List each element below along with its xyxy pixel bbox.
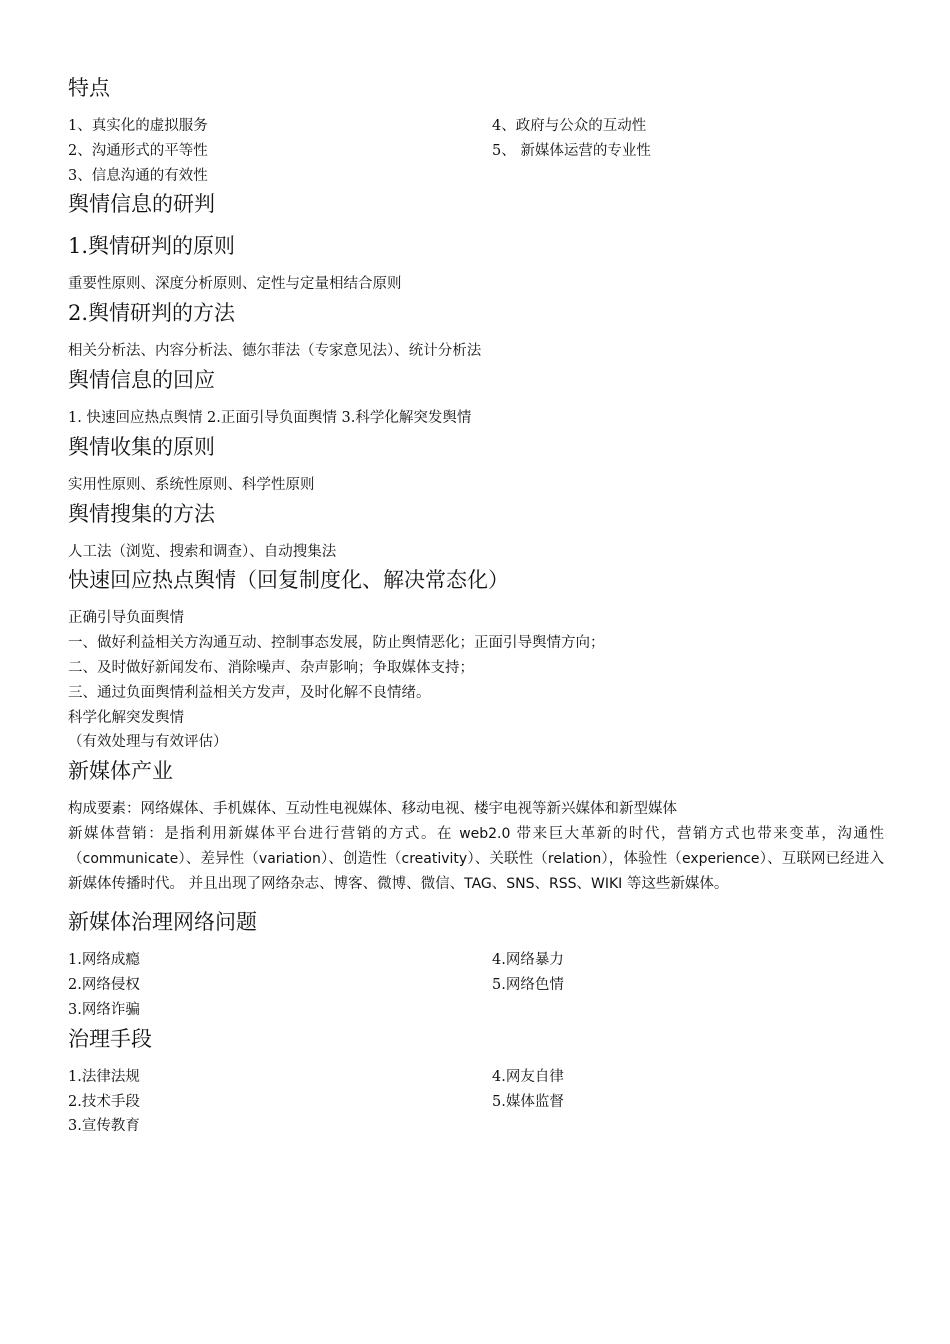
list-item: 2.技术手段 (68, 1093, 140, 1110)
heading-collect-principles: 舆情收集的原则 (68, 434, 215, 459)
heading-network-issues: 新媒体治理网络问题 (68, 910, 257, 935)
marketing-paragraph: 新媒体营销：是指利用新媒体平台进行营销的方式。在 web2.0 带来巨大革新的时代，营销方式也带来变革，沟通性（communicate）、差异性（variation）、创造性（creativity）、关联性（relation），体验性（experience）、互联网已经进入新媒体传播时代。 并且出现了网络杂志、博客、微博、微信、TAG、SNS、RSS、WIKI 等这些新媒体。 (68, 825, 885, 892)
features-list (68, 114, 884, 188)
heading-response: 舆情信息的回应 (68, 367, 215, 392)
list-item: 5、 新媒体运营的专业性 (492, 142, 651, 159)
list-item: 4、政府与公众的互动性 (492, 118, 647, 134)
list-item: 3.宣传教育 (68, 1118, 140, 1135)
list-item: 1.法律法规 (68, 1068, 140, 1085)
heading-judgement: 舆情信息的研判 (68, 192, 215, 217)
list-item: 2、沟通形式的平等性 (68, 142, 208, 159)
text-line: 正确引导负面舆情 (68, 610, 184, 627)
fast-response-body (68, 606, 884, 755)
list-item: 1、真实化的虚拟服务 (68, 118, 208, 134)
list-item: 5.媒体监督 (492, 1093, 564, 1110)
heading-governance-means: 治理手段 (68, 1026, 152, 1051)
governance-means-list (68, 1065, 884, 1139)
network-issues-list (68, 948, 884, 1022)
response-text: 1. 快速回应热点舆情 2.正面引导负面舆情 3.科学化解突发舆情 (68, 409, 472, 426)
collect-methods-text: 人工法（浏览、搜索和调查）、自动搜集法 (68, 543, 337, 560)
heading-principles: 1.舆情研判的原则 (68, 234, 236, 259)
components-text: 构成要素：网络媒体、手机媒体、互动性电视媒体、移动电视、楼宇电视等新兴媒体和新型媒体 (68, 801, 677, 818)
principles-text: 重要性原则、深度分析原则、定性与定量相结合原则 (68, 276, 402, 293)
list-item: 5.网络色情 (492, 977, 564, 994)
list-item: 2.网络侵权 (68, 977, 140, 994)
text-line: 三、通过负面舆情利益相关方发声，及时化解不良情绪。 (68, 684, 431, 701)
list-item: 4.网络暴力 (492, 952, 564, 969)
heading-collect-methods: 舆情搜集的方法 (68, 501, 215, 526)
list-item: 4.网友自律 (492, 1068, 564, 1085)
heading-new-media-industry: 新媒体产业 (68, 759, 173, 784)
text-line: （有效处理与有效评估） (68, 734, 228, 751)
collect-principles-text: 实用性原则、系统性原则、科学性原则 (68, 476, 315, 493)
list-item: 1.网络成瘾 (68, 952, 140, 969)
text-line: 科学化解突发舆情 (68, 709, 184, 726)
heading-features: 特点 (68, 76, 110, 100)
text-line: 一、做好利益相关方沟通互动、控制事态发展，防止舆情恶化；正面引导舆情方向； (68, 635, 605, 652)
list-item: 3、信息沟通的有效性 (68, 167, 208, 184)
text-line: 二、及时做好新闻发布、消除噪声、杂声影响；争取媒体支持； (68, 659, 474, 676)
methods-text: 相关分析法、内容分析法、德尔菲法（专家意见法）、统计分析法 (68, 343, 482, 360)
heading-fast-response: 快速回应热点舆情（回复制度化、解决常态化） (68, 568, 509, 593)
document-page (68, 72, 884, 1139)
heading-methods: 2.舆情研判的方法 (68, 301, 236, 326)
list-item: 3.网络诈骗 (68, 1001, 140, 1018)
